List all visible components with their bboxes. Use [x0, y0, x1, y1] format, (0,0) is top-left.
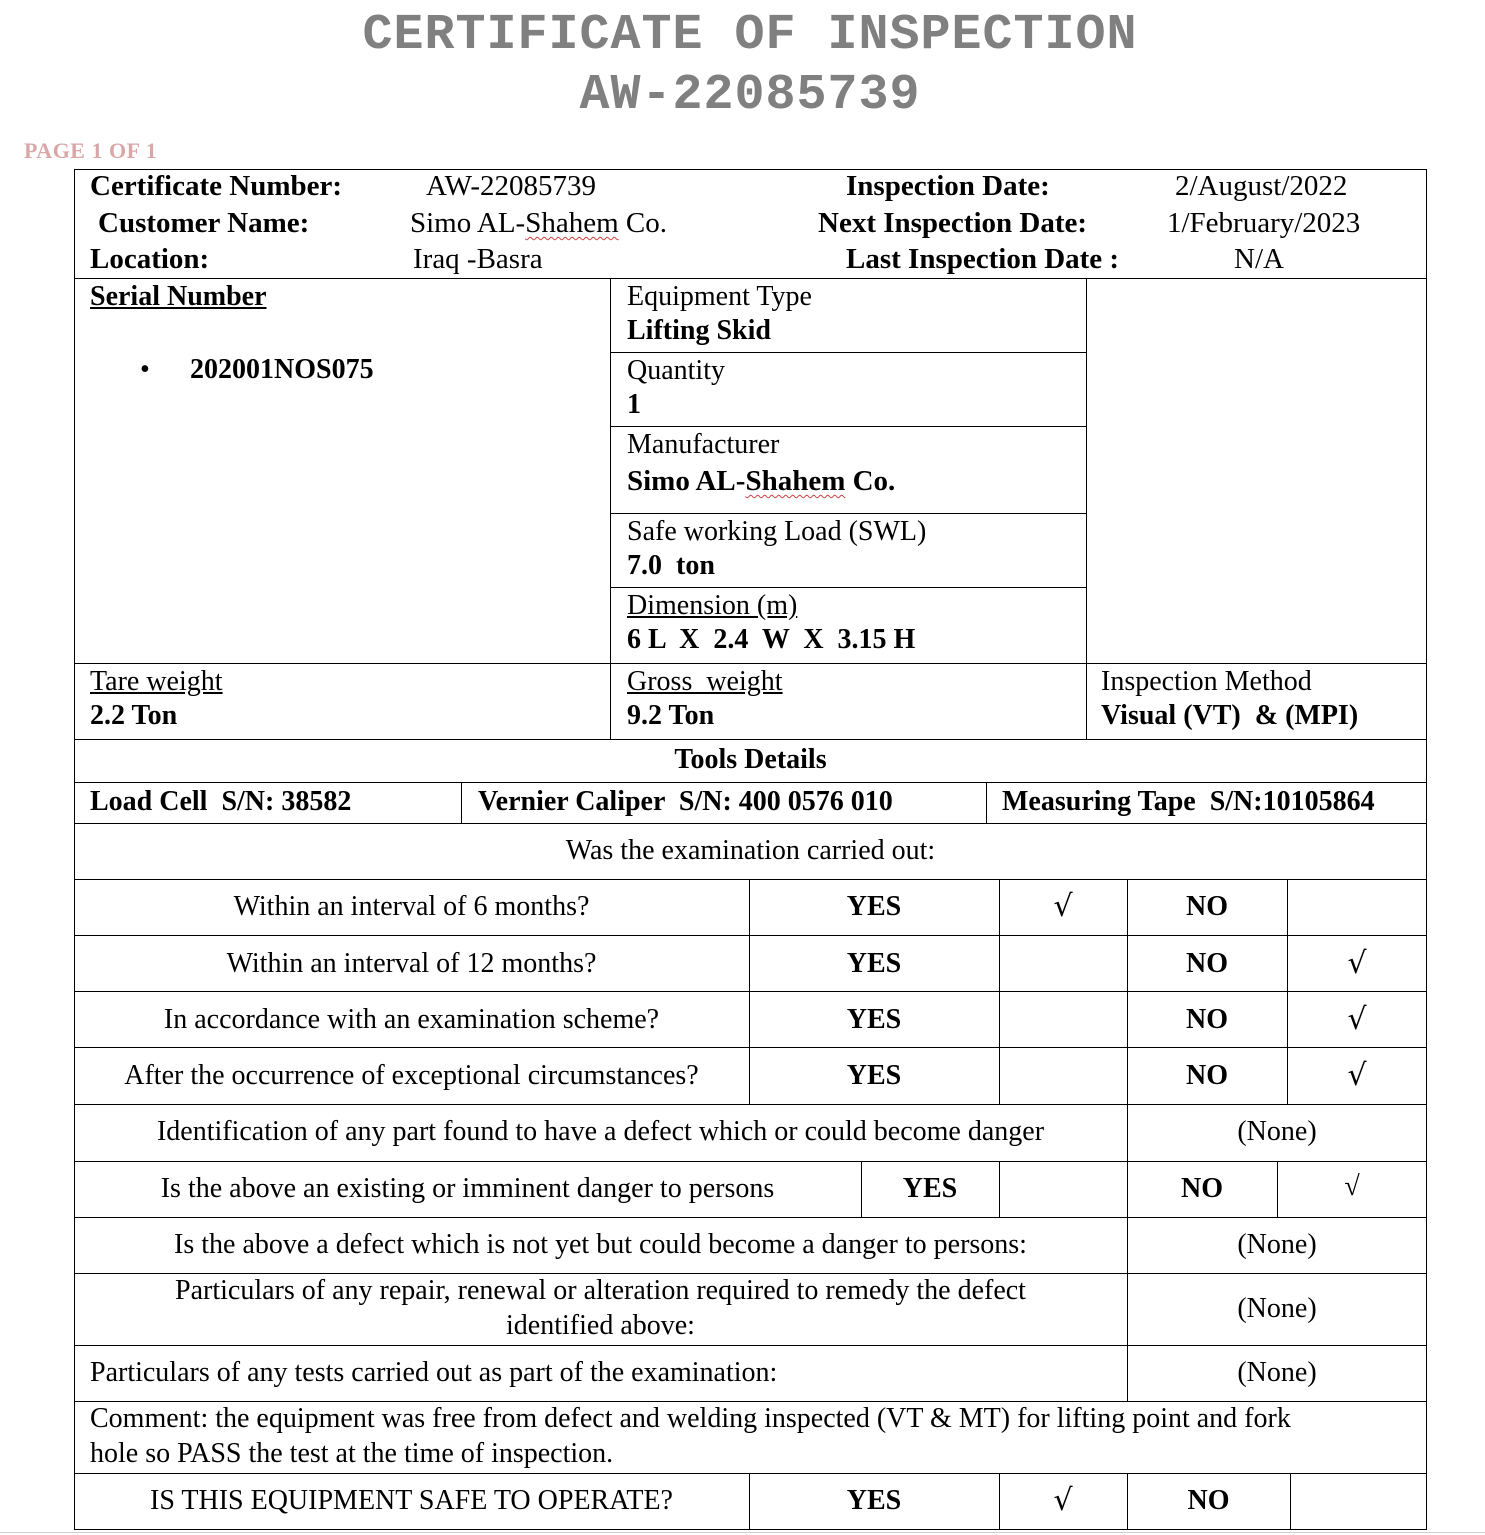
defect-identification-value: (None) — [1237, 1116, 1317, 1147]
quantity-value: 1 — [627, 389, 641, 420]
exam-row-label: Within an interval of 12 months? — [226, 948, 597, 979]
yes-label: YES — [846, 1060, 902, 1091]
equipment-type-value: Lifting Skid — [627, 315, 771, 346]
future-danger-value: (None) — [1237, 1229, 1317, 1260]
swl-label: Safe working Load (SWL) — [627, 516, 927, 547]
no-check-mark: √ — [1347, 1002, 1367, 1037]
tare-weight-label: Tare weight — [90, 666, 223, 697]
yes-check-mark: √ — [1053, 889, 1073, 924]
safe-no-label: NO — [1187, 1485, 1230, 1516]
no-label: NO — [1186, 891, 1228, 922]
inspection-date-label: Inspection Date: — [846, 170, 1050, 202]
next-inspection-date-value: 1/February/2023 — [1167, 207, 1361, 239]
next-inspection-date-label: Next Inspection Date: — [818, 207, 1088, 239]
repair-label-line2: identified above: — [506, 1310, 695, 1341]
no-label: NO — [1186, 1004, 1228, 1035]
exam-row-label: In accordance with an examination scheme? — [163, 1004, 660, 1035]
imminent-danger-label: Is the above an existing or imminent danger to persons — [160, 1173, 775, 1204]
tests-label: Particulars of any tests carried out as part of the examination: — [90, 1357, 778, 1388]
gross-weight-label: Gross weight — [627, 666, 783, 697]
manufacturer-label: Manufacturer — [627, 429, 780, 460]
page-label: PAGE 1 OF 1 — [24, 138, 158, 163]
measuring-tape-sn: Measuring Tape S/N:10105864 — [1002, 786, 1375, 817]
location-label: Location: — [90, 243, 210, 275]
no-check-mark: √ — [1347, 1058, 1367, 1093]
comment-line2: hole so PASS the test at the time of inspection. — [90, 1438, 614, 1469]
serial-number-value: 202001NOS075 — [190, 354, 374, 385]
certificate-number-title: AW-22085739 — [579, 67, 921, 124]
imminent-no-check-mark: √ — [1344, 1171, 1360, 1202]
repair-label-line1: Particulars of any repair, renewal or alteration required to remedy the defect — [175, 1275, 1026, 1306]
safe-yes-check-mark: √ — [1053, 1483, 1073, 1518]
customer-name-value: Simo AL-Shahem Co. — [410, 207, 667, 239]
imminent-no-label: NO — [1181, 1173, 1223, 1204]
no-label: NO — [1186, 948, 1228, 979]
yes-label: YES — [846, 891, 902, 922]
serial-bullet: • — [140, 354, 150, 385]
load-cell-sn: Load Cell S/N: 38582 — [90, 786, 352, 817]
exam-row-label: Within an interval of 6 months? — [233, 891, 590, 922]
no-label: NO — [1186, 1060, 1228, 1091]
future-danger-label: Is the above a defect which is not yet but could become a danger to persons: — [174, 1229, 1027, 1260]
exam-row-label: After the occurrence of exceptional circumstances? — [124, 1060, 699, 1091]
quantity-label: Quantity — [627, 355, 725, 386]
repair-value: (None) — [1237, 1293, 1317, 1324]
comment-line1: Comment: the equipment was free from defect and welding inspected (VT & MT) for lifting point and fork — [90, 1403, 1291, 1434]
defect-identification-label: Identification of any part found to have a defect which or could become danger — [156, 1116, 1045, 1147]
last-inspection-date-value: N/A — [1234, 243, 1284, 275]
gross-weight-value: 9.2 Ton — [627, 700, 715, 731]
location-value: Iraq -Basra — [413, 243, 543, 275]
tests-value: (None) — [1237, 1357, 1317, 1388]
yes-label: YES — [846, 1004, 902, 1035]
serial-number-label: Serial Number — [90, 281, 267, 312]
certificate-number-label: Certificate Number: — [90, 170, 343, 202]
inspection-method-value: Visual (VT) & (MPI) — [1101, 700, 1359, 731]
yes-label: YES — [846, 948, 902, 979]
safe-to-operate-label: IS THIS EQUIPMENT SAFE TO OPERATE? — [150, 1485, 673, 1516]
vernier-caliper-sn: Vernier Caliper S/N: 400 0576 010 — [478, 786, 893, 817]
certificate-title: CERTIFICATE OF INSPECTION — [362, 7, 1138, 64]
certificate-number-value: AW-22085739 — [426, 170, 597, 202]
inspection-date-value: 2/August/2022 — [1175, 170, 1348, 202]
customer-name-label: Customer Name: — [98, 207, 310, 239]
manufacturer-value: Simo AL-Shahem Co. — [627, 465, 896, 497]
swl-value: 7.0 ton — [627, 550, 715, 581]
tools-heading: Tools Details — [674, 744, 827, 775]
inspection-method-label: Inspection Method — [1101, 666, 1312, 697]
examination-question: Was the examination carried out: — [565, 835, 936, 866]
dimension-label: Dimension (m) — [627, 590, 798, 621]
imminent-yes-label: YES — [902, 1173, 958, 1204]
tare-weight-value: 2.2 Ton — [90, 700, 178, 731]
no-check-mark: √ — [1347, 946, 1367, 981]
dimension-value: 6 L X 2.4 W X 3.15 H — [627, 624, 916, 655]
equipment-type-label: Equipment Type — [627, 281, 812, 312]
safe-yes-label: YES — [846, 1485, 902, 1516]
last-inspection-date-label: Last Inspection Date : — [846, 243, 1120, 275]
